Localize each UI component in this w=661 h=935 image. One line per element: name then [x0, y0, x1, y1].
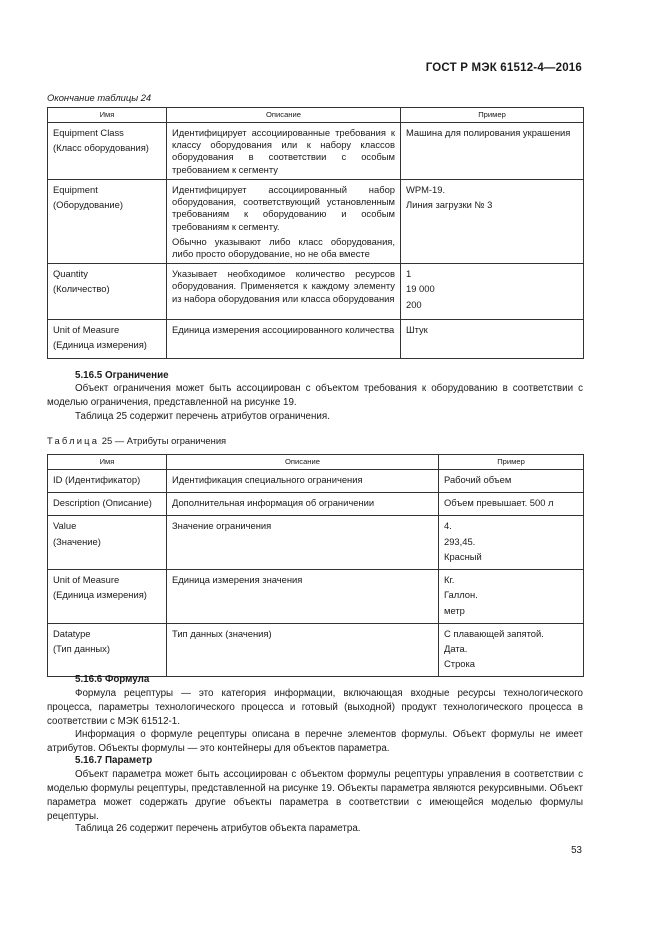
description-note: Обычно указывают либо класс оборудования, либо просто оборудование, но не оба вместе	[172, 235, 395, 259]
attribute-name: ID (Идентификатор)	[53, 474, 141, 485]
description-text: Идентифицирует ассоциированный набор оборудования, соответствующий установленным требованиям к оборудованию и особым требованиям к сегменту.	[172, 183, 395, 232]
table25-caption	[47, 435, 226, 446]
attribute-name-en: Datatype	[53, 627, 91, 639]
table25-cell-example	[439, 516, 584, 570]
table-row	[48, 516, 584, 570]
section-5-16-6-title: 5.16.6 Формула	[75, 674, 150, 685]
example-text: 19 000	[406, 283, 435, 295]
attribute-name: Description (Описание)	[53, 497, 152, 509]
table-row	[48, 493, 584, 516]
table25-cell-name	[48, 493, 167, 516]
table-row	[48, 264, 584, 320]
attribute-name-ru: (Класс оборудования)	[53, 142, 149, 154]
table25-cell-example	[439, 493, 584, 516]
table24-cell-name	[48, 123, 167, 180]
attribute-name-ru: (Значение)	[53, 535, 101, 547]
example-text: Дата.	[444, 642, 468, 654]
example-text: 4.	[444, 520, 452, 532]
table24-cell-example	[401, 179, 584, 263]
table24-cell-description	[167, 320, 401, 358]
table-row	[48, 179, 584, 263]
example-text: Линия загрузки № 3	[406, 199, 493, 211]
table-24	[47, 107, 584, 359]
table24-header-description: Описание	[167, 108, 401, 123]
table25-cell-example	[439, 623, 584, 677]
description-text: Единица измерения ассоциированного количества	[172, 324, 395, 336]
table24-cell-example	[401, 123, 584, 180]
table24-cell-example	[401, 264, 584, 320]
example-text: метр	[444, 604, 465, 616]
attribute-name-ru: (Оборудование)	[53, 199, 124, 211]
table24-cell-description	[167, 179, 401, 263]
attribute-name-ru: (Тип данных)	[53, 642, 110, 654]
table24-header-row	[48, 108, 584, 123]
description-text: Идентифицирует ассоциированные требования к классу оборудования или к набору классов оборудования в соответствии с особым требованием к сегменту	[172, 127, 395, 175]
attribute-name-en: Unit of Measure	[53, 574, 120, 586]
description-text: Дополнительная информация об ограничении	[172, 497, 375, 509]
example-text: Красный	[444, 550, 482, 562]
table25-cell-description	[167, 470, 439, 493]
attribute-name-en: Equipment	[53, 183, 98, 195]
table-row	[48, 470, 584, 493]
attribute-name-en: Value	[53, 520, 77, 532]
description-text: Значение ограничения	[172, 520, 272, 532]
table24-cell-name	[48, 320, 167, 358]
table-row	[48, 320, 584, 358]
description-text: Идентификация специального ограничения	[172, 474, 363, 485]
attribute-name-ru: (Количество)	[53, 283, 110, 295]
section-5-16-5-paragraph-1: Объект ограничения может быть ассоциирован с объектом требования к оборудованию в соответствии с моделью ограничения, представленной на рисунке 19.	[47, 383, 583, 408]
table25-header-example: Пример	[439, 455, 584, 470]
table25-cell-description	[167, 516, 439, 570]
section-5-16-5-paragraph-2: Таблица 25 содержит перечень атрибутов ограничения.	[75, 411, 330, 422]
section-5-16-6-paragraph-1: Формула рецептуры — это категория информации, включающая входные ресурсы технологического процесса, параметры технологического процесса и готовый (выходной) продукт технологического процесса в соответствии с МЭК 61512-1.	[47, 688, 583, 727]
table-row	[48, 623, 584, 677]
page-number: 53	[571, 845, 582, 856]
table25-cell-description	[167, 623, 439, 677]
attribute-name-ru: (Единица измерения)	[53, 339, 147, 351]
table25-cell-name	[48, 470, 167, 493]
table25-cell-name	[48, 623, 167, 677]
example-text: 293,45.	[444, 535, 476, 547]
attribute-name-ru: (Единица измерения)	[53, 589, 147, 601]
table25-header-description: Описание	[167, 455, 439, 470]
example-text: Объем превышает. 500 л	[444, 497, 554, 509]
table24-header-example: Пример	[401, 108, 584, 123]
section-5-16-7-paragraph-2: Таблица 26 содержит перечень атрибутов объекта параметра.	[75, 823, 361, 834]
example-text: Галлон.	[444, 589, 478, 601]
description-text: Тип данных (значения)	[172, 627, 272, 639]
section-5-16-5-title: 5.16.5 Ограничение	[75, 370, 169, 381]
table24-cell-name	[48, 179, 167, 263]
example-text: Кг.	[444, 574, 455, 586]
table25-header-name: Имя	[48, 455, 167, 470]
table24-caption: Окончание таблицы 24	[47, 92, 152, 103]
example-text: Рабочий объем	[444, 474, 512, 485]
table24-cell-example	[401, 320, 584, 358]
table25-header-row	[48, 455, 584, 470]
description-text: Единица измерения значения	[172, 574, 303, 586]
table24-cell-description	[167, 123, 401, 180]
attribute-name-en: Quantity	[53, 268, 88, 280]
section-5-16-7-title: 5.16.7 Параметр	[75, 755, 153, 766]
table25-caption-title: 25 — Атрибуты ограничения	[101, 435, 227, 446]
example-text: 1	[406, 268, 412, 280]
section-5-16-7-paragraph-1: Объект параметра может быть ассоциирован с объектом формулы рецептуры управления в соответствии с моделью формулы рецептуры, представленной на рисунке 19. Объекты параметра являются рекурсивными. Объект параметра может содержать другие объекты параметра в соответствии с имеющейся моделью формулы рецептуры.	[47, 769, 583, 822]
table24-header-name: Имя	[48, 108, 167, 123]
table25-cell-example	[439, 570, 584, 624]
table25-cell-name	[48, 570, 167, 624]
table-25	[47, 454, 584, 677]
attribute-name-en: Unit of Measure	[53, 324, 120, 336]
table25-cell-description	[167, 493, 439, 516]
table25-cell-name	[48, 516, 167, 570]
table-row	[48, 123, 584, 180]
table24-cell-description	[167, 264, 401, 320]
table-row	[48, 570, 584, 624]
example-text: Штук	[406, 324, 428, 336]
document-standard-header: ГОСТ Р МЭК 61512-4—2016	[425, 62, 582, 74]
table24-cell-name	[48, 264, 167, 320]
example-text: 200	[406, 298, 422, 310]
table25-caption-prefix: Таблица	[47, 435, 100, 446]
description-text: Указывает необходимое количество ресурсов оборудования. Применяется к каждому элементу из набора оборудования или класса оборудования	[172, 268, 395, 304]
example-text: WPM-19.	[406, 183, 446, 195]
example-text: С плавающей запятой.	[444, 627, 544, 639]
example-text: Машина для полирования украшения	[406, 127, 571, 138]
attribute-name-en: Equipment Class	[53, 127, 124, 138]
section-5-16-6-paragraph-2: Информация о формуле рецептуры описана в перечне элементов формулы. Объект формулы не имеет атрибутов. Объекты формулы — это контейнеры для объектов параметра.	[47, 729, 583, 754]
table25-cell-description	[167, 570, 439, 624]
example-text: Строка	[444, 658, 476, 670]
table25-cell-example	[439, 470, 584, 493]
